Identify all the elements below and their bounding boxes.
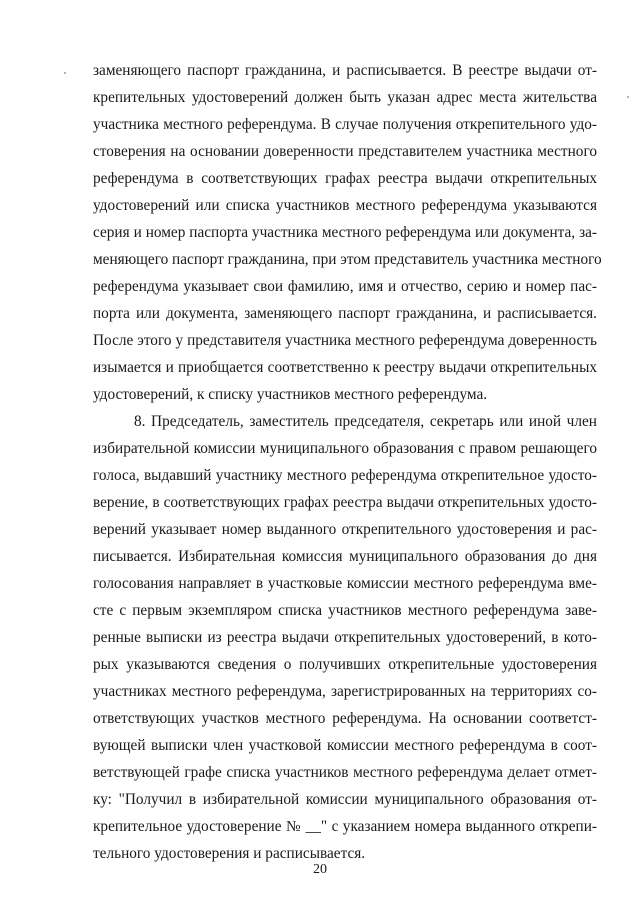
text-line: избирательной комиссии муниципального образования с правом решающего xyxy=(93,440,597,457)
text-line: тельного удостоверения и расписывается. xyxy=(93,845,366,862)
text-line: удостоверений, к списку участников местного референдума. xyxy=(93,386,488,403)
scan-speck xyxy=(64,72,66,74)
text-line: участниках местного референдума, зарегистрированных на территориях со- xyxy=(93,683,597,700)
text-line: заменяющего паспорт гражданина, и расписывается. В реестре выдачи от- xyxy=(93,62,597,79)
text-line: порта или документа, заменяющего паспорт гражданина, и расписывается. xyxy=(93,305,597,322)
text-line: крепительных удостоверений должен быть указан адрес места жительства xyxy=(93,89,597,106)
text-line: удостоверений или списка участников местного референдума указываются xyxy=(93,197,597,214)
text-line: рых указываются сведения о получивших открепительные удостоверения xyxy=(93,656,597,673)
text-line: референдума указывает свои фамилию, имя и отчество, серию и номер пас- xyxy=(93,278,597,295)
text-line: стоверения на основании доверенности представителем участника местного xyxy=(93,143,597,160)
text-line: После этого у представителя участника местного референдума доверенность xyxy=(93,332,597,349)
text-line: верений указывает номер выданного открепительного удостоверения и рас- xyxy=(93,521,597,538)
text-line: писывается. Избирательная комиссия муниципального образования до дня xyxy=(93,548,597,565)
text-line: референдума в соответствующих графах реестра выдачи открепительных xyxy=(93,170,597,187)
page-number: 20 xyxy=(313,862,327,877)
text-line: верение, в соответствующих графах реестра выдачи открепительных удосто- xyxy=(93,494,597,511)
scan-speck xyxy=(627,96,629,98)
text-line: участника местного референдума. В случае получения открепительного удо- xyxy=(93,116,597,133)
text-line: вующей выписки член участковой комиссии местного референдума в соот- xyxy=(93,737,597,754)
text-line: ку: "Получил в избирательной комиссии муниципального образования от- xyxy=(93,791,597,808)
text-line: ветствующей графе списка участников местного референдума делает отмет- xyxy=(93,764,597,781)
text-line: серия и номер паспорта участника местного референдума или документа, за- xyxy=(93,224,597,241)
text-line: крепительное удостоверение № __" с указанием номера выданного открепи- xyxy=(93,818,597,835)
text-line: меняющего паспорт гражданина, при этом представитель участника местного xyxy=(93,251,602,268)
text-line: голосования направляет в участковые комиссии местного референдума вме- xyxy=(93,575,597,592)
paragraph-8-first-line: 8. Председатель, заместитель председателя, секретарь или иной член xyxy=(134,413,597,430)
text-line: сте с первым экземпляром списка участников местного референдума заве- xyxy=(93,602,597,619)
text-line: голоса, выдавший участнику местного референдума открепительное удосто- xyxy=(93,467,597,484)
text-line: ренные выписки из реестра выдачи открепительных удостоверений, в кото- xyxy=(93,629,597,646)
text-line: изымается и приобщается соответственно к реестру выдачи открепительных xyxy=(93,359,597,376)
text-line: ответствующих участков местного референдума. На основании соответст- xyxy=(93,710,597,727)
